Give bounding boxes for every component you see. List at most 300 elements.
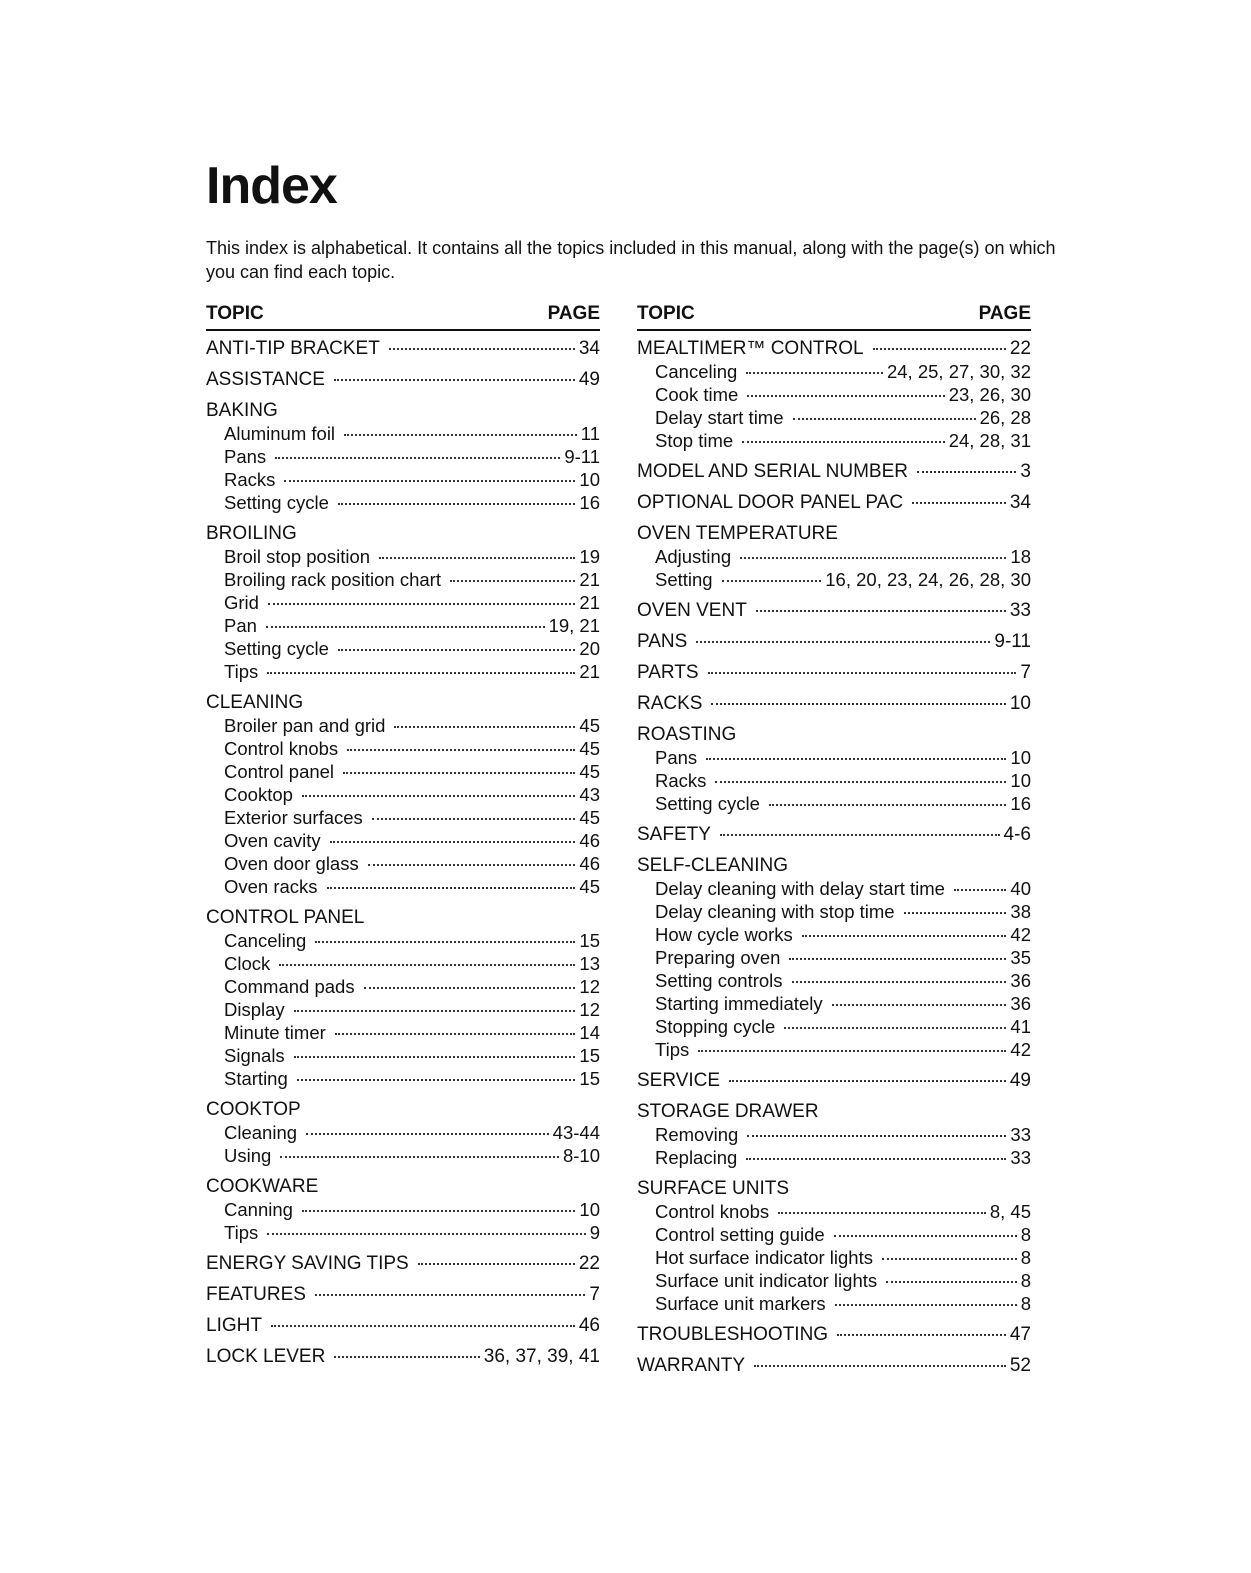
dot-leader bbox=[708, 672, 1017, 674]
dot-leader bbox=[347, 749, 575, 751]
page-number: 9 bbox=[589, 1222, 600, 1243]
index-topic bbox=[206, 1314, 600, 1337]
page-number: 36 bbox=[1010, 970, 1031, 991]
page-number: 15 bbox=[579, 930, 600, 951]
topic-label: Broiler pan and grid bbox=[224, 715, 386, 736]
dot-leader bbox=[335, 1033, 576, 1035]
index-subentry bbox=[637, 1269, 1031, 1292]
page-number: 42 bbox=[1010, 924, 1031, 945]
topic-label: Control panel bbox=[224, 761, 335, 782]
dot-leader bbox=[722, 580, 822, 582]
page-number: 40 bbox=[1010, 878, 1031, 899]
topic-label: Oven racks bbox=[224, 876, 318, 897]
index-subentry bbox=[637, 1223, 1031, 1246]
page-number: 22 bbox=[1009, 338, 1031, 359]
dot-leader bbox=[834, 1235, 1017, 1237]
page-number: 12 bbox=[579, 999, 600, 1020]
index-entry bbox=[637, 1177, 1031, 1315]
index-subentry bbox=[637, 900, 1031, 923]
dot-leader bbox=[706, 758, 1006, 760]
topic-label: CLEANING bbox=[206, 692, 304, 713]
dot-leader bbox=[784, 1027, 1006, 1029]
topic-label: Tips bbox=[655, 1039, 690, 1060]
index-subentry bbox=[206, 783, 600, 806]
dot-leader bbox=[778, 1212, 986, 1214]
dot-leader bbox=[279, 964, 575, 966]
index-subentry bbox=[637, 406, 1031, 429]
index-entry bbox=[206, 906, 600, 1090]
dot-leader bbox=[418, 1263, 575, 1265]
topic-label: Replacing bbox=[655, 1147, 738, 1168]
topic-label: BROILING bbox=[206, 523, 297, 544]
index-subentry bbox=[637, 923, 1031, 946]
index-topic bbox=[206, 1345, 600, 1368]
topic-label: Tips bbox=[224, 1222, 259, 1243]
topic-label: Tips bbox=[224, 661, 259, 682]
dot-leader bbox=[334, 379, 575, 381]
page-title: Index bbox=[206, 157, 337, 215]
index-subentry bbox=[206, 760, 600, 783]
page-number: 8 bbox=[1020, 1293, 1031, 1314]
index-subentry bbox=[206, 1144, 600, 1167]
page-number: 45 bbox=[579, 761, 600, 782]
index-subentry bbox=[206, 468, 600, 491]
page-number: 45 bbox=[579, 715, 600, 736]
page-number: 23, 26, 30 bbox=[948, 384, 1031, 405]
dot-leader bbox=[747, 395, 944, 397]
topic-label: SAFETY bbox=[637, 824, 711, 845]
index-subentry bbox=[206, 975, 600, 998]
dot-leader bbox=[696, 641, 990, 643]
index-subentry bbox=[206, 614, 600, 637]
index-entry bbox=[637, 491, 1031, 514]
index-entry bbox=[637, 1323, 1031, 1346]
index-subentry bbox=[637, 1015, 1031, 1038]
index-subentry bbox=[206, 1121, 600, 1144]
index-subentry bbox=[206, 568, 600, 591]
page-number: 49 bbox=[578, 369, 600, 390]
page-header: PAGE bbox=[978, 303, 1031, 324]
index-entry bbox=[637, 1354, 1031, 1377]
topic-label: Stopping cycle bbox=[655, 1016, 776, 1037]
topic-label: Pan bbox=[224, 615, 257, 636]
topic-label: Setting bbox=[655, 569, 713, 590]
page-number: 15 bbox=[579, 1045, 600, 1066]
topic-label: Starting bbox=[224, 1068, 288, 1089]
index-subentry bbox=[637, 429, 1031, 452]
topic-label: Signals bbox=[224, 1045, 285, 1066]
page-number: 8 bbox=[1020, 1224, 1031, 1245]
index-topic bbox=[637, 599, 1031, 622]
topic-label: Oven cavity bbox=[224, 830, 321, 851]
index-subentry bbox=[206, 422, 600, 445]
index-column-right bbox=[637, 303, 1031, 1385]
index-subentry bbox=[637, 792, 1031, 815]
page-number: 7 bbox=[1020, 662, 1031, 683]
index-topic bbox=[637, 692, 1031, 715]
index-subentry bbox=[206, 491, 600, 514]
topic-label: OVEN VENT bbox=[637, 600, 747, 621]
index-subentry bbox=[206, 1221, 600, 1244]
index-subentry bbox=[637, 545, 1031, 568]
dot-leader bbox=[886, 1281, 1017, 1283]
page-number: 49 bbox=[1009, 1070, 1031, 1091]
topic-label: Oven door glass bbox=[224, 853, 359, 874]
page-number: 9-11 bbox=[994, 631, 1031, 652]
index-subentry bbox=[206, 1044, 600, 1067]
topic-label: Setting controls bbox=[655, 970, 783, 991]
index-entry bbox=[206, 1283, 600, 1306]
page-number: 36, 37, 39, 41 bbox=[483, 1346, 600, 1367]
index-subentry bbox=[637, 1123, 1031, 1146]
page-number: 8 bbox=[1020, 1247, 1031, 1268]
topic-label: OVEN TEMPERATURE bbox=[637, 523, 838, 544]
index-entry bbox=[637, 599, 1031, 622]
page-number: 21 bbox=[579, 569, 600, 590]
topic-label: Canceling bbox=[224, 930, 307, 951]
index-column-left bbox=[206, 303, 600, 1376]
index-topic bbox=[637, 630, 1031, 653]
topic-label: MODEL AND SERIAL NUMBER bbox=[637, 461, 908, 482]
index-subentry bbox=[637, 769, 1031, 792]
dot-leader bbox=[266, 626, 545, 628]
page-number: 3 bbox=[1020, 461, 1031, 482]
index-entry bbox=[206, 522, 600, 683]
page-number: 26, 28 bbox=[979, 407, 1031, 428]
page-number: 10 bbox=[1010, 770, 1031, 791]
topic-label: Starting immediately bbox=[655, 993, 823, 1014]
dot-leader bbox=[297, 1079, 576, 1081]
dot-leader bbox=[792, 981, 1007, 983]
dot-leader bbox=[747, 1135, 1006, 1137]
index-topic bbox=[206, 1175, 600, 1198]
topic-label: ASSISTANCE bbox=[206, 369, 325, 390]
topic-header: TOPIC bbox=[206, 303, 264, 324]
dot-leader bbox=[267, 1233, 585, 1235]
index-entry bbox=[206, 1314, 600, 1337]
dot-leader bbox=[267, 672, 575, 674]
dot-leader bbox=[302, 795, 576, 797]
dot-leader bbox=[954, 889, 1006, 891]
page-number: 35 bbox=[1010, 947, 1031, 968]
index-subentry bbox=[206, 929, 600, 952]
index-topic bbox=[206, 399, 600, 422]
index-entry bbox=[637, 522, 1031, 591]
index-topic bbox=[206, 1098, 600, 1121]
index-entry bbox=[637, 630, 1031, 653]
topic-label: Delay cleaning with stop time bbox=[655, 901, 895, 922]
index-subentry bbox=[206, 545, 600, 568]
page-number: 46 bbox=[578, 1315, 600, 1336]
dot-leader bbox=[364, 987, 576, 989]
page-number: 10 bbox=[1009, 693, 1031, 714]
index-topic bbox=[637, 854, 1031, 877]
index-entry bbox=[637, 1069, 1031, 1092]
page-number: 10 bbox=[579, 469, 600, 490]
topic-label: Pans bbox=[224, 446, 267, 467]
topic-label: WARRANTY bbox=[637, 1355, 746, 1376]
dot-leader bbox=[268, 603, 575, 605]
page-number: 14 bbox=[579, 1022, 600, 1043]
index-subentry bbox=[206, 1067, 600, 1090]
dot-leader bbox=[904, 912, 1007, 914]
topic-label: SURFACE UNITS bbox=[637, 1178, 790, 1199]
dot-leader bbox=[280, 1156, 559, 1158]
page-number: 13 bbox=[579, 953, 600, 974]
dot-leader bbox=[334, 1356, 479, 1358]
dot-leader bbox=[306, 1133, 549, 1135]
page-number: 34 bbox=[1009, 492, 1031, 513]
dot-leader bbox=[389, 348, 575, 350]
index-subentry bbox=[206, 1021, 600, 1044]
index-subentry bbox=[637, 1038, 1031, 1061]
dot-leader bbox=[793, 418, 976, 420]
topic-label: Preparing oven bbox=[655, 947, 781, 968]
page-number: 24, 28, 31 bbox=[948, 430, 1031, 451]
topic-label: Broil stop position bbox=[224, 546, 371, 567]
dot-leader bbox=[746, 1158, 1006, 1160]
topic-label: CONTROL PANEL bbox=[206, 907, 365, 928]
page-number: 21 bbox=[579, 661, 600, 682]
dot-leader bbox=[873, 348, 1006, 350]
index-entry bbox=[637, 692, 1031, 715]
dot-leader bbox=[368, 864, 576, 866]
page-number: 45 bbox=[579, 876, 600, 897]
index-subentry bbox=[206, 852, 600, 875]
topic-label: Canceling bbox=[655, 361, 738, 382]
topic-label: Cook time bbox=[655, 384, 739, 405]
page-number: 46 bbox=[579, 853, 600, 874]
index-subentry bbox=[637, 360, 1031, 383]
page-number: 24, 25, 27, 30, 32 bbox=[886, 361, 1031, 382]
topic-label: Control setting guide bbox=[655, 1224, 825, 1245]
dot-leader bbox=[284, 480, 575, 482]
dot-leader bbox=[769, 804, 1007, 806]
index-topic bbox=[206, 337, 600, 360]
dot-leader bbox=[344, 434, 577, 436]
dot-leader bbox=[294, 1056, 576, 1058]
index-subentry bbox=[637, 877, 1031, 900]
topic-label: How cycle works bbox=[655, 924, 793, 945]
index-subentry bbox=[637, 946, 1031, 969]
dot-leader bbox=[835, 1304, 1017, 1306]
topic-label: Minute timer bbox=[224, 1022, 326, 1043]
dot-leader bbox=[802, 935, 1007, 937]
topic-label: Hot surface indicator lights bbox=[655, 1247, 873, 1268]
dot-leader bbox=[729, 1080, 1006, 1082]
page-number: 15 bbox=[579, 1068, 600, 1089]
dot-leader bbox=[754, 1365, 1006, 1367]
page-number: 8, 45 bbox=[989, 1201, 1031, 1222]
index-subentry bbox=[637, 1246, 1031, 1269]
page-number: 7 bbox=[589, 1284, 600, 1305]
page-number: 18 bbox=[1010, 546, 1031, 567]
topic-label: Clock bbox=[224, 953, 271, 974]
index-subentry bbox=[637, 1292, 1031, 1315]
index-topic bbox=[637, 1069, 1031, 1092]
dot-leader bbox=[343, 772, 575, 774]
index-topic bbox=[206, 1252, 600, 1275]
page-number: 20 bbox=[579, 638, 600, 659]
index-entry bbox=[206, 1252, 600, 1275]
topic-label: COOKTOP bbox=[206, 1099, 301, 1120]
index-subentry bbox=[206, 875, 600, 898]
dot-leader bbox=[740, 557, 1006, 559]
index-subentry bbox=[206, 998, 600, 1021]
dot-leader bbox=[379, 557, 575, 559]
dot-leader bbox=[327, 887, 576, 889]
index-entry bbox=[206, 399, 600, 514]
dot-leader bbox=[315, 1294, 585, 1296]
index-subentry bbox=[637, 969, 1031, 992]
index-subentry bbox=[637, 383, 1031, 406]
index-subentry bbox=[206, 714, 600, 737]
column-header bbox=[206, 303, 600, 331]
topic-label: Surface unit markers bbox=[655, 1293, 826, 1314]
dot-leader bbox=[698, 1050, 1006, 1052]
topic-label: Broiling rack position chart bbox=[224, 569, 441, 590]
dot-leader bbox=[912, 502, 1006, 504]
topic-label: Setting cycle bbox=[224, 492, 329, 513]
topic-label: Control knobs bbox=[224, 738, 339, 759]
index-topic bbox=[637, 460, 1031, 483]
page-number: 9-11 bbox=[564, 446, 600, 467]
page-number: 47 bbox=[1009, 1324, 1031, 1345]
page-number: 10 bbox=[1010, 747, 1031, 768]
page-number: 45 bbox=[579, 807, 600, 828]
dot-leader bbox=[789, 958, 1006, 960]
dot-leader bbox=[882, 1258, 1017, 1260]
page-number: 34 bbox=[578, 338, 600, 359]
page-number: 22 bbox=[578, 1253, 600, 1274]
topic-label: LOCK LEVER bbox=[206, 1346, 326, 1367]
page-number: 16, 20, 23, 24, 26, 28, 30 bbox=[825, 569, 1031, 590]
index-subentry bbox=[206, 637, 600, 660]
page-number: 33 bbox=[1009, 600, 1031, 621]
topic-label: LIGHT bbox=[206, 1315, 262, 1336]
index-entry bbox=[206, 691, 600, 898]
topic-label: Grid bbox=[224, 592, 259, 613]
page-number: 41 bbox=[1010, 1016, 1031, 1037]
page-number: 43 bbox=[579, 784, 600, 805]
index-entry bbox=[206, 1098, 600, 1167]
page-number: 8 bbox=[1020, 1270, 1031, 1291]
topic-label: Cleaning bbox=[224, 1122, 298, 1143]
index-entry bbox=[637, 460, 1031, 483]
index-subentry bbox=[206, 952, 600, 975]
page-number: 42 bbox=[1010, 1039, 1031, 1060]
index-topic bbox=[637, 522, 1031, 545]
page-number: 38 bbox=[1010, 901, 1031, 922]
page-number: 33 bbox=[1010, 1124, 1031, 1145]
topic-label: OPTIONAL DOOR PANEL PAC bbox=[637, 492, 904, 513]
topic-label: BAKING bbox=[206, 400, 278, 421]
index-entry bbox=[637, 337, 1031, 452]
topic-label: Removing bbox=[655, 1124, 739, 1145]
page-number: 19, 21 bbox=[548, 615, 600, 636]
index-entry bbox=[206, 1175, 600, 1244]
topic-label: Adjusting bbox=[655, 546, 732, 567]
page-number: 21 bbox=[579, 592, 600, 613]
index-entry bbox=[637, 823, 1031, 846]
topic-label: Display bbox=[224, 999, 285, 1020]
topic-label: Setting cycle bbox=[224, 638, 329, 659]
dot-leader bbox=[715, 781, 1006, 783]
topic-label: Surface unit indicator lights bbox=[655, 1270, 878, 1291]
topic-label: Exterior surfaces bbox=[224, 807, 363, 828]
column-header bbox=[637, 303, 1031, 331]
dot-leader bbox=[338, 649, 576, 651]
index-topic bbox=[637, 661, 1031, 684]
topic-label: Pans bbox=[655, 747, 698, 768]
page-number: 52 bbox=[1009, 1355, 1031, 1376]
page-number: 10 bbox=[579, 1199, 600, 1220]
index-entry bbox=[206, 337, 600, 360]
topic-label: ENERGY SAVING TIPS bbox=[206, 1253, 409, 1274]
topic-label: SELF-CLEANING bbox=[637, 855, 788, 876]
dot-leader bbox=[394, 726, 575, 728]
topic-label: COOKWARE bbox=[206, 1176, 319, 1197]
index-topic bbox=[206, 522, 600, 545]
dot-leader bbox=[271, 1325, 575, 1327]
dot-leader bbox=[711, 703, 1005, 705]
index-entries bbox=[206, 337, 600, 1368]
topic-label: SERVICE bbox=[637, 1070, 721, 1091]
index-subentry bbox=[206, 445, 600, 468]
index-topic bbox=[637, 1354, 1031, 1377]
topic-label: ANTI-TIP BRACKET bbox=[206, 338, 380, 359]
index-topic bbox=[206, 368, 600, 391]
index-topic bbox=[206, 691, 600, 714]
index-topic bbox=[637, 823, 1031, 846]
dot-leader bbox=[917, 471, 1016, 473]
dot-leader bbox=[742, 441, 945, 443]
page-number: 33 bbox=[1010, 1147, 1031, 1168]
topic-label: Aluminum foil bbox=[224, 423, 336, 444]
page-number: 8-10 bbox=[562, 1145, 600, 1166]
index-entry bbox=[206, 368, 600, 391]
page-number: 16 bbox=[579, 492, 600, 513]
index-topic bbox=[206, 906, 600, 929]
dot-leader bbox=[450, 580, 575, 582]
index-topic bbox=[637, 491, 1031, 514]
topic-label: Setting cycle bbox=[655, 793, 760, 814]
dot-leader bbox=[330, 841, 576, 843]
page-number: 16 bbox=[1010, 793, 1031, 814]
topic-label: PANS bbox=[637, 631, 688, 652]
topic-label: STORAGE DRAWER bbox=[637, 1101, 819, 1122]
dot-leader bbox=[315, 941, 575, 943]
topic-label: Command pads bbox=[224, 976, 355, 997]
topic-label: Racks bbox=[224, 469, 276, 490]
topic-label: MEALTIMER™ CONTROL bbox=[637, 338, 864, 359]
topic-label: Delay start time bbox=[655, 407, 784, 428]
index-subentry bbox=[637, 746, 1031, 769]
index-subentry bbox=[206, 829, 600, 852]
dot-leader bbox=[837, 1334, 1006, 1336]
topic-label: Using bbox=[224, 1145, 272, 1166]
index-topic bbox=[206, 1283, 600, 1306]
index-subentry bbox=[206, 806, 600, 829]
page-number: 19 bbox=[579, 546, 600, 567]
dot-leader bbox=[832, 1004, 1007, 1006]
topic-label: Cooktop bbox=[224, 784, 293, 805]
index-subentry bbox=[206, 737, 600, 760]
topic-label: Control knobs bbox=[655, 1201, 770, 1222]
page-number: 11 bbox=[580, 423, 600, 444]
dot-leader bbox=[720, 834, 1000, 836]
index-subentry bbox=[206, 1198, 600, 1221]
